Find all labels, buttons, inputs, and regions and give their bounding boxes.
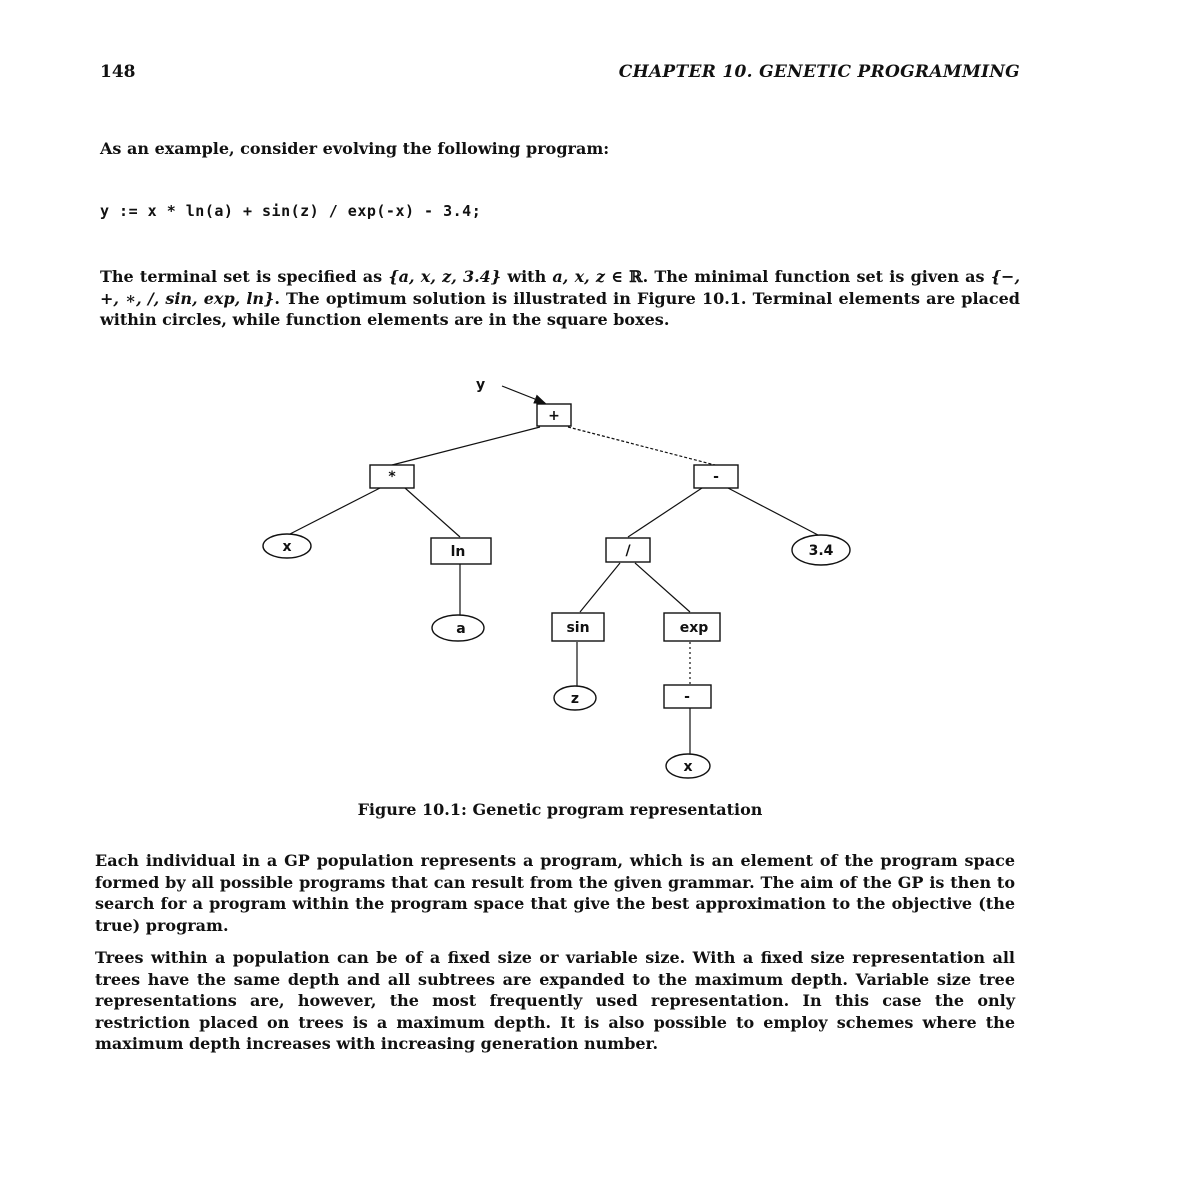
node-minus bbox=[694, 465, 738, 488]
node-x-terminal bbox=[263, 534, 311, 558]
page-header bbox=[100, 62, 1020, 86]
tree-edges bbox=[288, 386, 818, 754]
node-label: a bbox=[456, 621, 466, 637]
node-label: ln bbox=[450, 544, 466, 560]
running-head: CHAPTER 10. GENETIC PROGRAMMING bbox=[618, 62, 1020, 82]
node-label: + bbox=[548, 408, 560, 424]
node-x2-terminal bbox=[666, 754, 710, 778]
page-number: 148 bbox=[100, 62, 136, 82]
node-ln bbox=[431, 538, 491, 564]
edge bbox=[728, 488, 818, 535]
edge bbox=[405, 488, 460, 537]
paragraph-gp-population: Each individual in a GP population represents a program, which is an element of the program space formed by all possible programs that can result from the given grammar. The aim of the GP is then to search for a program within the program space that give the best approximation to the objective (the true) program. bbox=[95, 851, 1015, 935]
output-label: y bbox=[476, 377, 486, 393]
edge bbox=[580, 563, 620, 612]
node-label: * bbox=[388, 469, 396, 485]
output-arrow bbox=[502, 386, 545, 403]
node-label: x bbox=[683, 759, 693, 775]
node-label: x bbox=[282, 539, 292, 555]
node-exp bbox=[664, 613, 720, 641]
figure-caption: Figure 10.1: Genetic program representation bbox=[357, 800, 763, 819]
node-negate bbox=[664, 685, 711, 708]
edge bbox=[635, 563, 690, 612]
paragraph-text: with bbox=[501, 267, 553, 286]
edge bbox=[568, 427, 715, 465]
node-label: sin bbox=[566, 620, 590, 636]
edge bbox=[288, 488, 380, 535]
function-set-math: {−, +, ∗, /, sin, exp, ln} bbox=[100, 267, 1021, 308]
figure-tree bbox=[0, 360, 1200, 800]
paragraph-terminal-set bbox=[100, 266, 1020, 331]
node-label: / bbox=[625, 543, 631, 559]
node-multiply bbox=[370, 465, 414, 488]
node-constant bbox=[792, 535, 850, 565]
node-divide bbox=[606, 538, 650, 562]
node-plus bbox=[537, 404, 571, 426]
code-line: y := x * ln(a) + sin(z) / exp(-x) - 3.4; bbox=[100, 202, 482, 220]
node-label: - bbox=[713, 469, 719, 485]
node-label: z bbox=[570, 691, 580, 707]
paragraph-text: The terminal set is specified as bbox=[100, 267, 389, 286]
node-z-terminal bbox=[554, 686, 596, 710]
paragraph-text: . The optimum solution is illustrated in Figure 10.1. Terminal elements are placed within circles, while function elements are in the square boxes. bbox=[100, 288, 1020, 329]
node-label: 3.4 bbox=[808, 543, 834, 559]
node-sin bbox=[552, 613, 604, 641]
node-a-terminal bbox=[432, 615, 484, 641]
node-label: exp bbox=[679, 620, 709, 636]
edge bbox=[628, 488, 702, 537]
variables-math: a, x, z bbox=[552, 267, 605, 286]
terminal-set-math: {a, x, z, 3.4} bbox=[388, 267, 502, 286]
intro-text: As an example, consider evolving the following program: bbox=[100, 139, 610, 158]
edge bbox=[392, 427, 540, 465]
node-label: - bbox=[684, 689, 690, 705]
tree-diagram bbox=[0, 360, 1200, 800]
paragraph-text: ∈ ℝ. The minimal function set is given as bbox=[605, 267, 991, 286]
paragraph-tree-size: Trees within a population can be of a fixed size or variable size. With a fixed size representation all trees have the same depth and all subtrees are expanded to the maximum depth. Variable size tree representations are, however, the most frequently used representation. In this case the only restriction placed on trees is a maximum depth. It is also possible to employ schemes where the maximum depth increases with increasing generation number. bbox=[95, 948, 1015, 1053]
